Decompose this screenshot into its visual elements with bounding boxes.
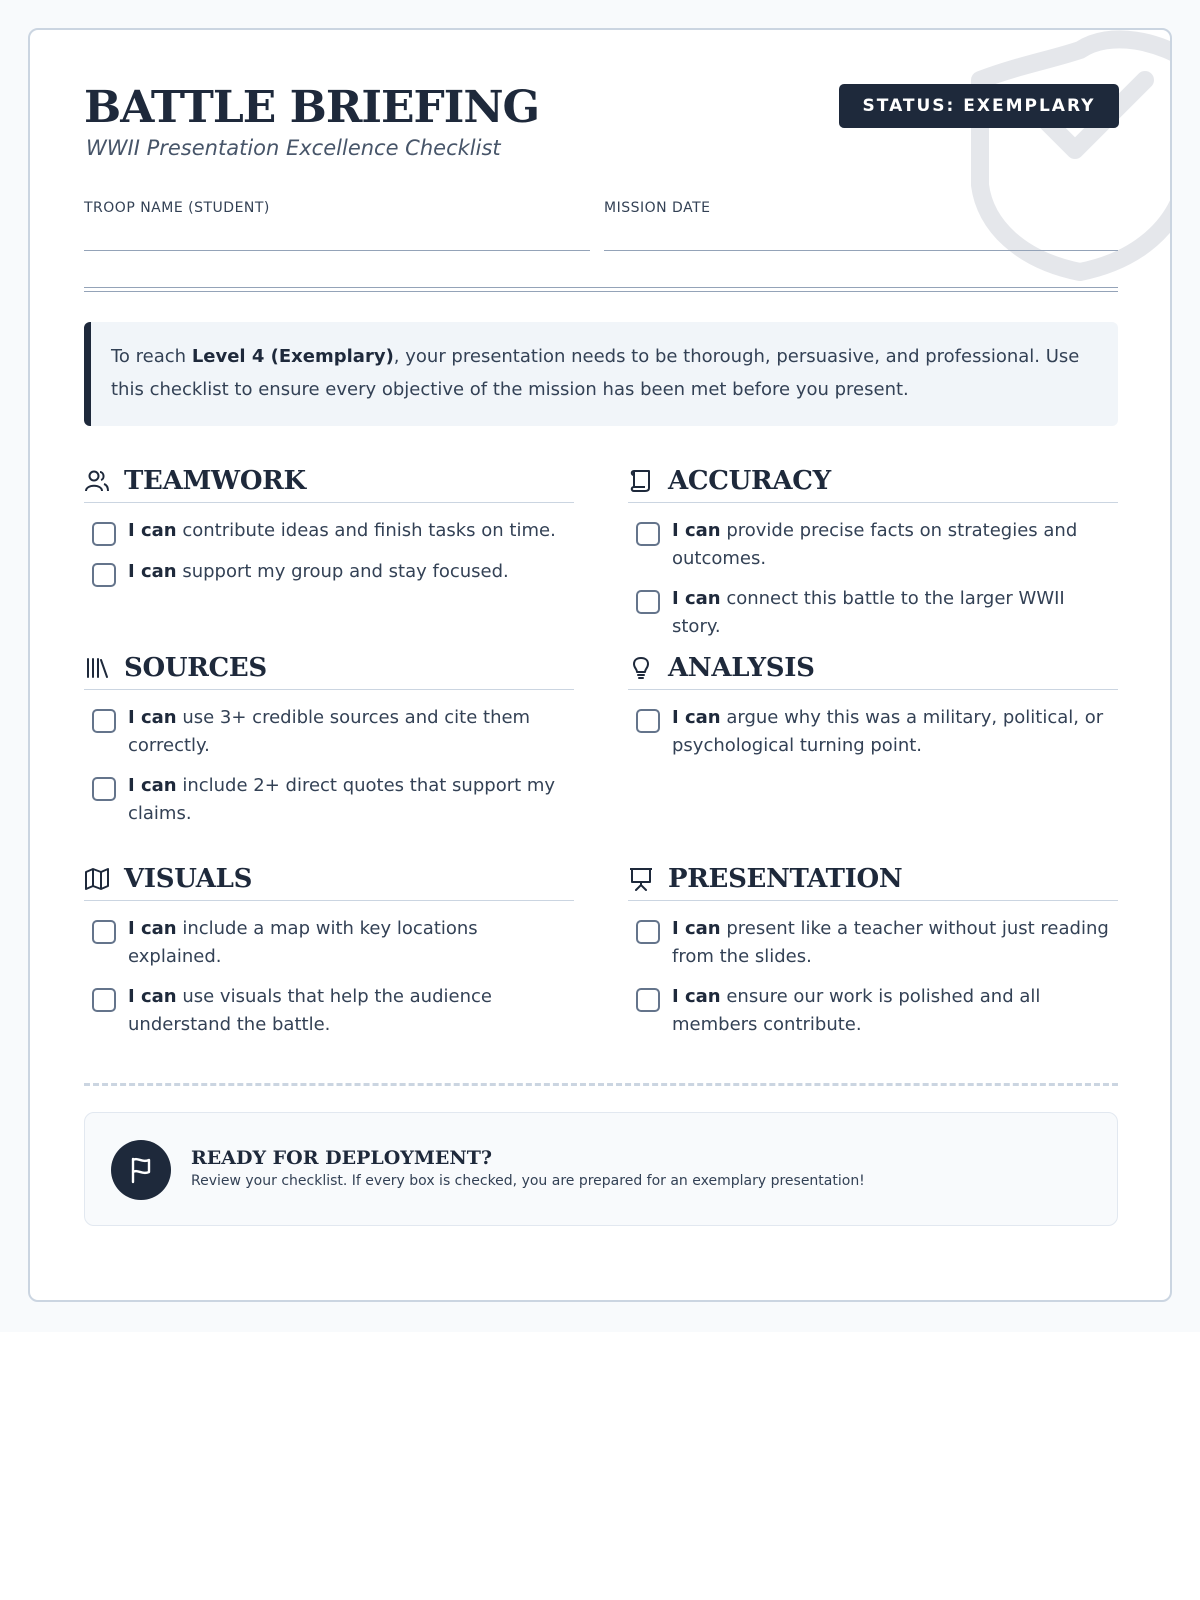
section-title: ACCURACY: [668, 466, 831, 496]
deployment-panel: [84, 1112, 1118, 1226]
page-subtitle: WWII Presentation Excellence Checklist: [86, 136, 501, 160]
section-sources: [84, 647, 574, 828]
scroll-icon: [628, 468, 654, 494]
intro-callout: [84, 322, 1118, 426]
item-lead: I can: [672, 588, 721, 609]
checklist-item: [84, 772, 574, 828]
header-divider: [84, 287, 1118, 292]
section-presentation: [628, 858, 1118, 1039]
section-title: TEAMWORK: [124, 466, 306, 496]
item-text: contribute ideas and finish tasks on time.: [176, 520, 556, 541]
deployment-title: READY FOR DEPLOYMENT?: [191, 1147, 492, 1169]
checkbox[interactable]: [636, 590, 660, 614]
checklist-item: [628, 704, 1118, 760]
checkbox[interactable]: [636, 920, 660, 944]
item-text: include a map with key locations explained.: [128, 918, 478, 967]
section-title: SOURCES: [124, 653, 267, 683]
intro-text-bold: Level 4 (Exemplary): [191, 346, 394, 367]
item-lead: I can: [672, 520, 721, 541]
item-text: ensure our work is polished and all members contribute.: [672, 986, 1041, 1035]
section-analysis: [628, 647, 1118, 760]
checkbox[interactable]: [636, 522, 660, 546]
checklist-item: [628, 915, 1118, 971]
item-text: include 2+ direct quotes that support my claims.: [128, 775, 556, 824]
student-name-field[interactable]: [84, 250, 590, 251]
checklist-item: [628, 517, 1118, 573]
flag-icon: [126, 1155, 156, 1185]
item-text: support my group and stay focused.: [176, 561, 509, 582]
briefing-card: [28, 28, 1172, 1302]
flag-badge: [111, 1140, 171, 1200]
section-visuals: [84, 858, 574, 1039]
item-lead: I can: [128, 520, 177, 541]
checklist-item: [84, 983, 574, 1039]
deployment-text: Review your checklist. If every box is checked, you are prepared for an exemplary presentation!: [191, 1173, 865, 1189]
checklist-item: [628, 983, 1118, 1039]
section-title: PRESENTATION: [668, 864, 903, 894]
section-title: VISUALS: [124, 864, 253, 894]
item-lead: I can: [128, 986, 177, 1007]
item-lead: I can: [672, 918, 721, 939]
section-title: ANALYSIS: [668, 653, 815, 683]
item-lead: I can: [128, 707, 177, 728]
item-lead: I can: [128, 561, 177, 582]
checkbox[interactable]: [636, 709, 660, 733]
section-header: [628, 647, 1118, 690]
checklist-item: [84, 915, 574, 971]
checkbox[interactable]: [636, 988, 660, 1012]
lightbulb-icon: [628, 655, 654, 681]
mission-date-field[interactable]: [604, 250, 1118, 251]
item-lead: I can: [672, 707, 721, 728]
checklist-item: [84, 558, 574, 587]
section-teamwork: [84, 460, 574, 587]
intro-text-suffix: , your presentation needs to be thorough, persuasive, and professional. Use this checklist to ensure every objective of the mission has been met before you present.: [111, 346, 1080, 400]
student-name-label: TROOP NAME (STUDENT): [84, 200, 270, 216]
item-text: present like a teacher without just reading from the slides.: [672, 918, 1109, 967]
library-icon: [84, 655, 110, 681]
checkbox[interactable]: [92, 920, 116, 944]
section-header: [84, 647, 574, 690]
users-icon: [84, 468, 110, 494]
section-header: [628, 460, 1118, 503]
item-lead: I can: [128, 775, 177, 796]
item-lead: I can: [128, 918, 177, 939]
item-text: use visuals that help the audience understand the battle.: [128, 986, 492, 1035]
item-text: provide precise facts on strategies and outcomes.: [672, 520, 1078, 569]
section-header: [628, 858, 1118, 901]
item-text: connect this battle to the larger WWII story.: [672, 588, 1065, 637]
checkbox[interactable]: [92, 563, 116, 587]
item-text: argue why this was a military, political, or psychological turning point.: [672, 707, 1104, 756]
checklist-item: [84, 704, 574, 760]
checkbox[interactable]: [92, 522, 116, 546]
checklist-item: [84, 517, 574, 546]
checkbox[interactable]: [92, 988, 116, 1012]
presentation-icon: [628, 866, 654, 892]
checklist-item: [628, 585, 1118, 641]
intro-text-prefix: To reach: [111, 346, 192, 367]
item-text: use 3+ credible sources and cite them correctly.: [128, 707, 531, 756]
checkbox[interactable]: [92, 709, 116, 733]
page-title: BATTLE BRIEFING: [84, 82, 540, 133]
section-header: [84, 460, 574, 503]
checkbox[interactable]: [92, 777, 116, 801]
status-badge: STATUS: EXEMPLARY: [839, 84, 1119, 128]
dashed-divider: [84, 1083, 1118, 1086]
section-header: [84, 858, 574, 901]
mission-date-label: MISSION DATE: [604, 200, 711, 216]
map-icon: [84, 866, 110, 892]
section-accuracy: [628, 460, 1118, 641]
item-lead: I can: [672, 986, 721, 1007]
